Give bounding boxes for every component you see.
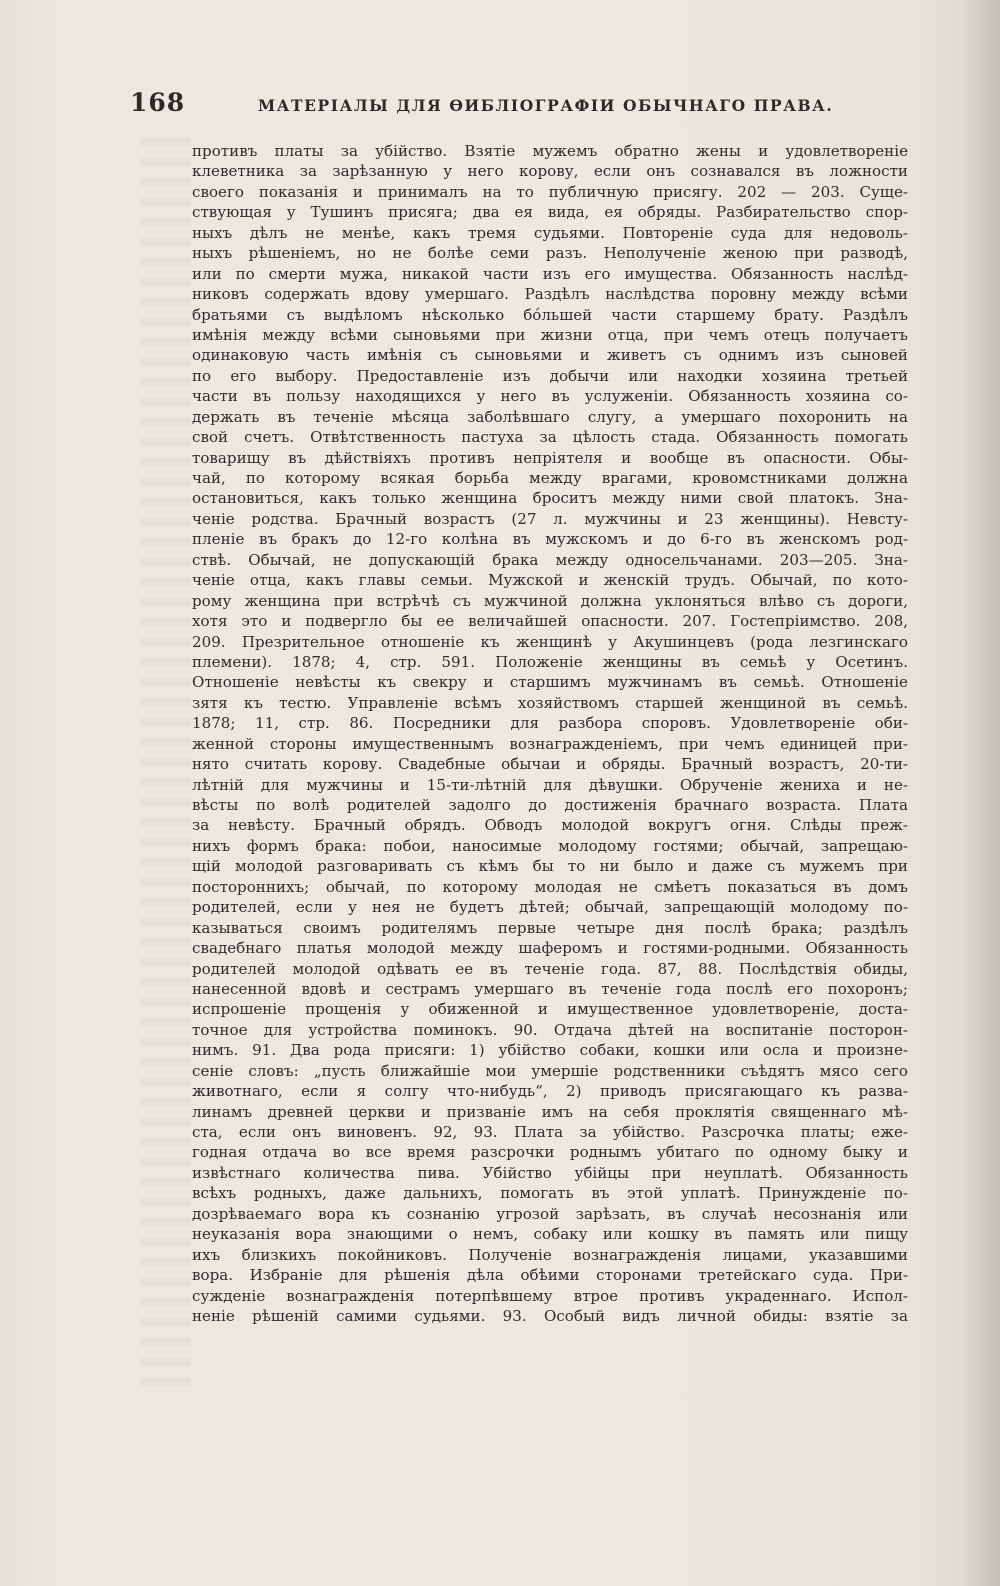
text-line: Отношеніе невѣсты къ свекру и старшимъ мужчинамъ въ семьѣ. Отношеніе — [192, 673, 908, 692]
text-line: по его выбору. Предоставленіе изъ добычи или находки хозяина третьей — [192, 366, 908, 385]
text-line: сеніе словъ: „пусть ближайшіе мои умершіе родственники съѣдятъ мясо сего — [192, 1061, 908, 1080]
text-line: извѣстнаго количества пива. Убійство убійцы при неуплатѣ. Обязанность — [192, 1163, 908, 1182]
text-line: всѣхъ родныхъ, даже дальнихъ, помогать въ этой уплатѣ. Принужденіе по- — [192, 1184, 908, 1203]
text-line: братьями съ выдѣломъ нѣсколько бо́льшей части старшему брату. Раздѣлъ — [192, 305, 908, 324]
text-line: части въ пользу находящихся у него въ услуженіи. Обязанность хозяина со- — [192, 387, 908, 406]
text-line: казываться своимъ родителямъ первые четыре дня послѣ брака; раздѣлъ — [192, 918, 908, 937]
text-line: нанесенной вдовѣ и сестрамъ умершаго въ теченіе года послѣ его похоронъ; — [192, 979, 908, 998]
text-line: дозрѣваемаго вора къ сознанію угрозой зарѣзать, въ случаѣ несознанія или — [192, 1204, 908, 1223]
text-line: сужденіе вознагражденія потерпѣвшему втрое противъ украденнаго. Испол- — [192, 1286, 908, 1305]
bleed-through-text — [140, 138, 190, 1388]
text-line: ныхъ рѣшеніемъ, но не болѣе семи разъ. Неполученіе женою при разводѣ, — [192, 244, 908, 263]
text-line: за невѣсту. Брачный обрядъ. Обводъ молодой вокругъ огня. Слѣды преж- — [192, 816, 908, 835]
text-line: ста, если онъ виновенъ. 92, 93. Плата за убійство. Разсрочка платы; еже- — [192, 1123, 908, 1141]
text-line: зятя къ тестю. Управленіе всѣмъ хозяйствомъ старшей женщиной въ семьѣ. — [192, 693, 908, 712]
text-line: свой счетъ. Отвѣтственность пастуха за цѣлость стада. Обязанность помогать — [192, 428, 908, 447]
body-text — [192, 141, 908, 1326]
text-line: ствующая у Тушинъ присяга; два ея вида, ея обряды. Разбирательство спор- — [192, 203, 908, 222]
page-edge-shadow — [962, 0, 1000, 1586]
text-line: держать въ теченіе мѣсяца заболѣвшаго слугу, а умершаго похоронить на — [192, 407, 908, 426]
text-line: клеветника за зарѣзанную у него корову, если онъ сознавался въ ложности — [192, 162, 908, 181]
text-line: одинаковую часть имѣнія съ сыновьями и живетъ съ однимъ изъ сыновей — [192, 346, 908, 365]
running-title: МАТЕРIАЛЫ ДЛЯ ѲИБЛIОГРАФIИ ОБЫЧНАГО ПРАВА. — [258, 96, 834, 115]
text-line: товарищу въ дѣйствіяхъ противъ непріятеля и вообще въ опасности. Обы- — [192, 448, 908, 467]
text-line: ныхъ дѣлъ не менѣе, какъ тремя судьями. Повтореніе суда для недоволь- — [192, 223, 908, 242]
text-line: годная отдача во все время разсрочки роднымъ убитаго по одному быку и — [192, 1143, 908, 1162]
text-line: своего показанія и принималъ на то публичную присягу. 202 — 203. Суще- — [192, 182, 908, 201]
text-line: линамъ древней церкви и призваніе имъ на себя проклятія священнаго мѣ- — [192, 1102, 908, 1121]
page-header — [130, 88, 900, 128]
text-line: женной стороны имущественнымъ вознагражденіемъ, при чемъ единицей при- — [192, 734, 908, 753]
text-line: родителей молодой одѣвать ее въ теченіе года. 87, 88. Послѣдствія обиды, — [192, 959, 908, 978]
text-line: постороннихъ; обычай, по которому молодая не смѣетъ показаться въ домъ — [192, 877, 908, 896]
text-line: неніе рѣшеній самими судьями. 93. Особый видъ личной обиды: взятіе за — [192, 1306, 908, 1325]
text-line: чай, по которому всякая борьба между врагами, кровомстниками должна — [192, 469, 908, 487]
text-line: племени). 1878; 4, стр. 591. Положеніе женщины въ семьѣ у Осетинъ. — [192, 652, 908, 671]
text-line: 1878; 11, стр. 86. Посредники для разбора споровъ. Удовлетвореніе оби- — [192, 714, 908, 733]
text-line: ствѣ. Обычай, не допускающій брака между односельчанами. 203—205. Зна- — [192, 550, 908, 569]
text-line: испрошеніе прощенія у обиженной и имущественное удовлетвореніе, доста- — [192, 1000, 908, 1019]
text-line: остановиться, какъ только женщина броситъ между ними свой платокъ. Зна- — [192, 489, 908, 508]
text-line: 209. Презрительное отношеніе къ женщинѣ у Акушинцевъ (рода лезгинскаго — [192, 632, 908, 651]
text-line: противъ платы за убійство. Взятіе мужемъ обратно жены и удовлетвореніе — [192, 142, 908, 160]
text-line: никовъ содержать вдову умершаго. Раздѣлъ наслѣдства поровну между всѣми — [192, 285, 908, 304]
text-line: пленіе въ бракъ до 12-го колѣна въ мужскомъ и до 6-го въ женскомъ род- — [192, 530, 908, 549]
text-line: лѣтній для мужчины и 15-ти-лѣтній для дѣвушки. Обрученіе жениха и не- — [192, 775, 908, 794]
text-line: ченіе отца, какъ главы семьи. Мужской и женскій трудъ. Обычай, по кото- — [192, 571, 908, 590]
text-line: или по смерти мужа, никакой части изъ его имущества. Обязанность наслѣд- — [192, 264, 908, 283]
text-line: ихъ близкихъ покойниковъ. Полученіе вознагражденія лицами, указавшими — [192, 1245, 908, 1264]
text-line: родителей, если у нея не будетъ дѣтей; обычай, запрещающій молодому по- — [192, 898, 908, 917]
text-line: имѣнія между всѣми сыновьями при жизни отца, при чемъ отецъ получаетъ — [192, 325, 908, 344]
page-number: 168 — [130, 88, 186, 117]
text-line: точное для устройства поминокъ. 90. Отдача дѣтей на воспитаніе посторон- — [192, 1020, 908, 1039]
text-line: свадебнаго платья молодой между шаферомъ и гостями-родными. Обязанность — [192, 939, 908, 958]
text-line: неуказанія вора знающими о немъ, собаку или кошку въ память или пищу — [192, 1225, 908, 1244]
text-line: хотя это и подвергло бы ее величайшей опасности. 207. Гостепріимство. 208, — [192, 612, 908, 631]
text-line: нято считать корову. Свадебные обычаи и обряды. Брачный возрастъ, 20-ти- — [192, 755, 908, 774]
text-line: животнаго, если я солгу что-нибудь“, 2) приводъ присягающаго къ разва- — [192, 1082, 908, 1101]
text-line: щій молодой разговаривать съ кѣмъ бы то ни было и даже съ мужемъ при — [192, 857, 908, 876]
text-line: вѣсты по волѣ родителей задолго до достиженія брачнаго возраста. Плата — [192, 796, 908, 814]
text-line: рому женщина при встрѣчѣ съ мужчиной должна уклоняться влѣво съ дороги, — [192, 591, 908, 610]
text-line: ченіе родства. Брачный возрастъ (27 л. мужчины и 23 женщины). Невсту- — [192, 509, 908, 528]
text-line: нихъ формъ брака: побои, наносимые молодому гостями; обычай, запрещаю- — [192, 836, 908, 855]
text-line: нимъ. 91. Два рода присяги: 1) убійство собаки, кошки или осла и произне- — [192, 1041, 908, 1060]
text-line: вора. Избраніе для рѣшенія дѣла обѣими сторонами третейскаго суда. При- — [192, 1266, 908, 1285]
